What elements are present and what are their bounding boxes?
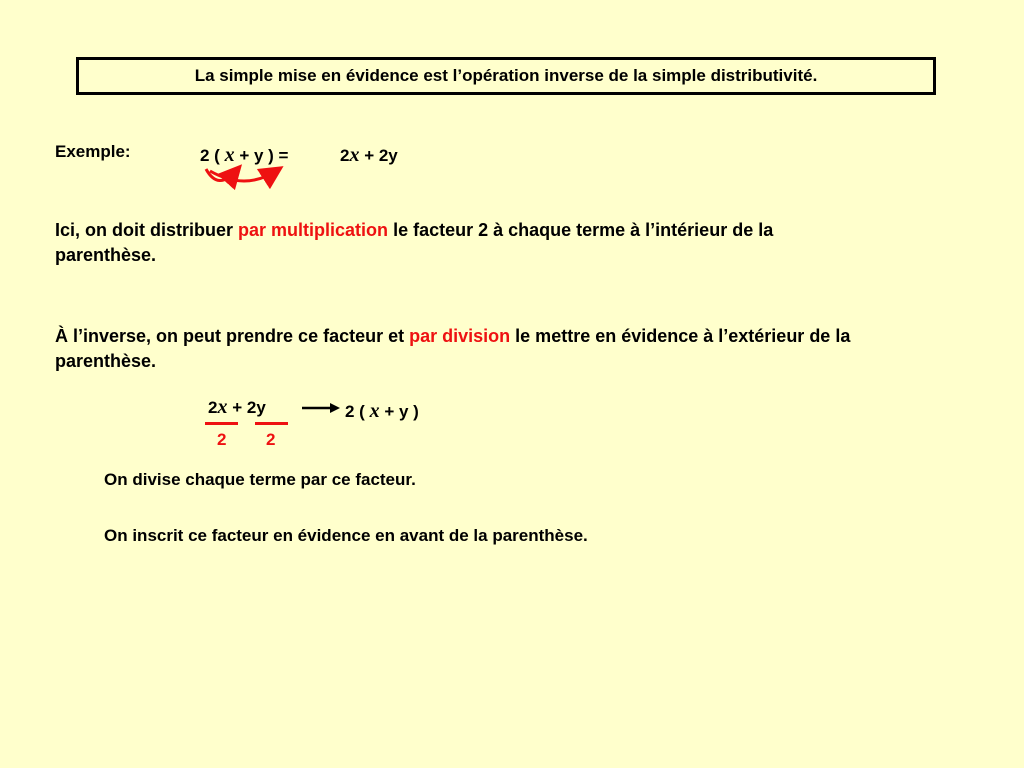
slide-title: La simple mise en évidence est l’opération inverse de la simple distributivité. <box>194 66 818 85</box>
division-numerator <box>208 396 266 419</box>
division-result <box>345 400 419 423</box>
paragraph-factoring <box>55 324 935 374</box>
paragraph2-after: le mettre en évidence à l’extérieur de la parenthèse. <box>55 326 851 371</box>
title-box <box>76 57 936 95</box>
plus-sign: + <box>232 398 243 417</box>
paragraph-distribution <box>55 218 855 268</box>
example-rhs-coef: 2 <box>340 146 350 165</box>
denominator-1: 2 <box>217 430 227 449</box>
step-factor-out: On inscrit ce facteur en évidence en avant de la parenthèse. <box>104 526 588 545</box>
result-var: x <box>369 400 380 422</box>
example-rhs-var: x <box>349 144 360 166</box>
term2: 2y <box>246 398 266 417</box>
result-coef: 2 ( <box>345 402 365 421</box>
example-rhs <box>340 144 398 167</box>
paragraph2-highlight: par division <box>409 326 511 346</box>
fraction-bar-2 <box>255 422 288 425</box>
paragraph1-highlight: par multiplication <box>238 220 389 240</box>
example-lhs-var: x <box>224 144 235 166</box>
denominator-2: 2 <box>266 430 276 449</box>
paragraph1-before: Ici, on doit distribuer <box>55 220 234 240</box>
example-lhs <box>200 144 288 167</box>
result-arrow-icon <box>302 402 342 414</box>
example-rhs-rest: + 2y <box>364 146 398 165</box>
paragraph2-before: À l’inverse, on peut prendre ce facteur et <box>55 326 405 346</box>
result-rest: + y ) <box>384 402 419 421</box>
example-label: Exemple: <box>55 142 131 161</box>
term1-var: x <box>217 396 228 418</box>
distribution-arrows <box>200 165 300 195</box>
paragraph1-after: le facteur 2 à chaque terme à l’intérieur de la parenthèse. <box>55 220 774 265</box>
fraction-bar-1 <box>205 422 238 425</box>
term1-coef: 2 <box>208 398 218 417</box>
step-divide: On divise chaque terme par ce facteur. <box>104 470 416 489</box>
example-lhs-coef: 2 ( <box>200 146 220 165</box>
example-lhs-rest: + y ) = <box>239 146 289 165</box>
